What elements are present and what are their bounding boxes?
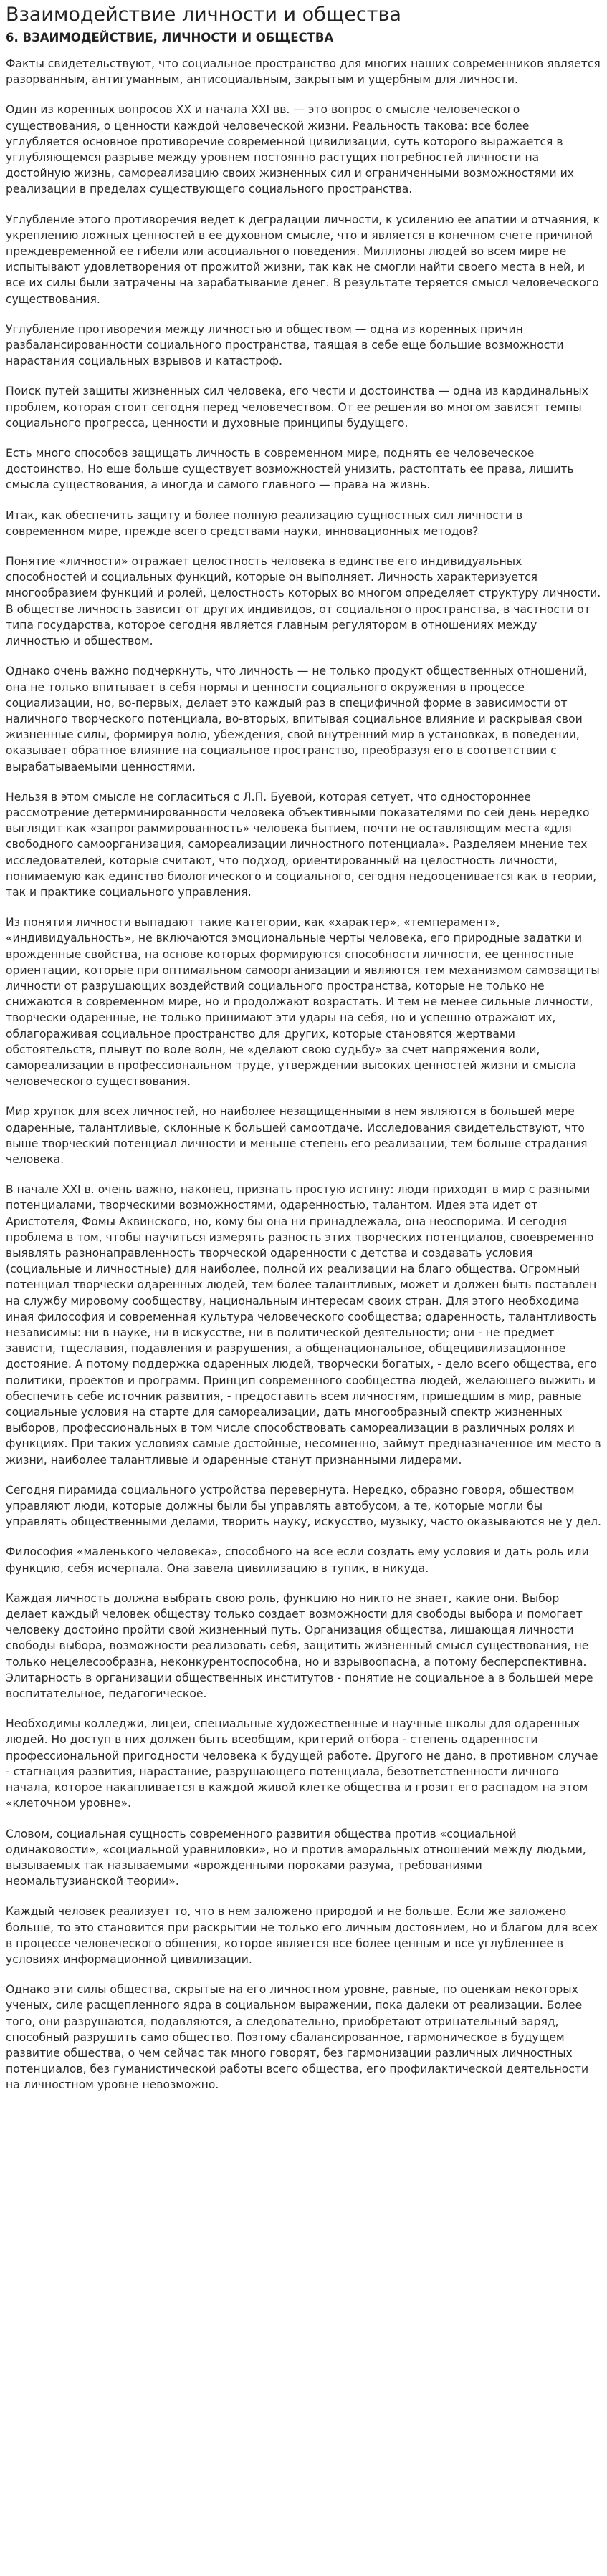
- paragraph: Понятие «личности» отражает целостность человека в единстве его индивидуальных способностей и социальных функций, которые он выполняет. Личность характеризуется многообразием функций и ролей, целостность которых во многом определяет структуру личности. В обществе личность зависит от других индивидов, от социального пространства, в частности от типа государства, которое сегодня является главным регулятором в отношениях между личностью и обществом.: [6, 555, 601, 648]
- paragraph: Из понятия личности выпадают такие категории, как «характер», «темперамент», «индивидуальность», не включаются эмоциональные черты человека, его природные задатки и врожденные свойства, на основе которых формируются способности личности, ее ценностные ориентации, которые при оптимальном самоорганизации и являются тем механизмом самозащиты личности от разрушающих воздействий социального пространства, которые не только не снижаются в современном мире, но и продолжают возрастать. И тем не менее сильные личности, творчески одаренные, не только принимают эти удары на себя, но и успешно отражают их, облагораживая социальное пространство для других, которые становятся жертвами обстоятельств, плывут по воле волн, не «делают свою судьбу» за счет напряжения воли, самореализации в профессиональном труде, утверждении высоких ценностей жизни и смысла человеческого существования.: [6, 916, 600, 1089]
- document-body: [6, 56, 601, 2093]
- paragraph: Углубление этого противоречия ведет к деградации личности, к усилению ее апатии и отчаяния, к укреплению ложных ценностей в ее духовном смысле, что и является в конечном счете причиной преждевременной ее гибели или асоциального поведения. Миллионы людей во всем мире не испытывают удовлетворения от прожитой жизни, так как не смогли найти своего места в ней, и все их силы были затрачены на зарабатывание денег. В результате теряется смысл человеческого существования.: [6, 213, 601, 306]
- paragraph: Итак, как обеспечить защиту и более полную реализацию сущностных сил личности в современном мире, прежде всего средствами науки, инновационных методов?: [6, 508, 523, 538]
- paragraph: Философия «маленького человека», способного на все если создать ему условия и дать роль или функцию, себя исчерпала. Она завела цивилизацию в тупик, в никуда.: [6, 1545, 589, 1575]
- document-title: Взаимодействие личности и общества: [6, 4, 401, 26]
- paragraph: Словом, социальная сущность современного развития общества против «социальной одинаковости», «социальной уравниловки», но и против аморальных отношений между людьми, вызываемых так называемыми «врожденными пороками разума, требованиями неомальтузианской теории».: [6, 1827, 586, 1888]
- paragraph: Однако эти силы общества, скрытые на его личностном уровне, равные, по оценкам некоторых ученых, силе расщепленного ядра в социальном выражении, пока далеки от реализации. Более того, они разрушаются, подавляются, а следовательно, приобретают отрицательный заряд, способный разрушить само общество. Поэтому сбалансированное, гармоническое в будущем развитие общества, о чем сейчас так много говорят, без гармонизации различных личностных потенциалов, без гуманистической работы всего общества, его профилактической деятельности на личностном уровне невозможно.: [6, 1983, 589, 2092]
- paragraph: Однако очень важно подчеркнуть, что личность — не только продукт общественных отношений, она не только впитывает в себя нормы и ценности социального окружения в процессе социализации, но, во-первых, делает это каждый раз в специфичной форме в зависимости от наличного творческого потенциала, во-вторых, впитывая социальное влияние и раскрывая свои жизненные силы, формируя волю, убеждения, свой внутренний мир в установках, в поведении, оказывает обратное влияние на социальное пространство, преобразуя его в соответствии с вырабатываемыми ценностями.: [6, 665, 588, 773]
- paragraph: Углубление противоречия между личностью и обществом — одна из коренных причин разбалансированности социального пространства, таящая в себе еще большие возможности нарастания социальных взрывов и катастроф.: [6, 322, 564, 368]
- paragraph: Факты свидетельствуют, что социальное пространство для многих наших современников является разорванным, антигуманным, антисоциальным, закрытым и ущербным для личности.: [6, 57, 601, 87]
- paragraph: Есть много способов защищать личность в современном мире, поднять ее человеческое достоинство. Но еще больше существует возможностей унизить, растоптать ее права, лишить смысла существования, а иногда и самого главного — права на жизнь.: [6, 447, 574, 492]
- paragraph: Необходимы колледжи, лицеи, специальные художественные и научные школы для одаренных людей. Но доступ в них должен быть всеобщим, критерий отбора - степень одаренности профессиональной пригодности человека к будущей работе. Другого не дано, в противном случае - стагнация развития, нарастание, разрушающего потенциала, безответственности личного начала, которое накапливается в каждой живой клетке общества и грозит его распадом на этом «клеточном уровне».: [6, 1717, 598, 1810]
- paragraph: Сегодня пирамида социального устройства перевернута. Нередко, образно говоря, обществом управляют люди, которые должны были бы управлять автобусом, а те, которые могли бы управлять общественными делами, творить науку, искусство, музыку, часто оказываются не у дел.: [6, 1483, 601, 1529]
- paragraph: Поиск путей защиты жизненных сил человека, его чести и достоинства — одна из кардинальных проблем, которая стоит сегодня перед человечеством. От ее решения во многом зависят темпы социального прогресса, ценности и духовные принципы будущего.: [6, 385, 588, 430]
- paragraph: Один из коренных вопросов XX и начала XXI вв. — это вопрос о смысле человеческого существования, о ценности каждой человеческой жизни. Реальность такова: все более углубляется основное противоречие современной цивилизации, суть которого выражается в углубляющемся разрыве между уровнем постоянно растущих потребностей личности на достойную жизнь, самореализацию своих жизненных сил и ограниченными возможностями их реализации в пределах существующего социального пространства.: [6, 103, 574, 196]
- paragraph: Каждая личность должна выбрать свою роль, функцию но никто не знает, какие они. Выбор делает каждый человек обществу только создает возможности для свободы выбора и помогает человеку достойно пройти свой жизненный путь. Организация общества, лишающая личности свободы выбора, возможности реализовать себя, защитить жизненный смысл существования, не только нецелесообразна, неконкурентоспособна, но и взрывоопасна, а потому бесперспективна. Элитарность в организации общественных институтов - понятие не социальное а в большей мере воспитательное, педагогическое.: [6, 1591, 593, 1701]
- paragraph: В начале XXI в. очень важно, наконец, признать простую истину: люди приходят в мир с разными потенциалами, творческими возможностями, одаренностью, талантом. Идея эта идет от Аристотеля, Фомы Аквинского, но, кому бы она ни принадлежала, она неоспорима. И сегодня проблема в том, чтобы научиться измерять разность этих творческих потенциалов, своевременно выявлять разнонаправленность творческой одаренности с детства и создавать условия (социальные и личностные) для наиболее, полной их реализации на благо общества. Огромный потенциал творчески одаренных людей, тем более талантливых, может и должен быть поставлен на службу мировому сообществу, национальным интересам своих стран. Для этого необходима иная философия и современная культура человеческого сообщества; одаренность, талантливость независимы: ни в науке, ни в искусстве, ни в политической деятельности; они - не предмет зависти, тщеславия, подавления и разрушения, а общенациональное, общецивилизационное достояние. А потому поддержка одаренных людей, творчески богатых, - дело всего общества, его политики, проектов и программ. Принцип современного сообщества людей, желающего выжить и обеспечить себе источник развития, - предоставить всем личностям, пришедшим в мир, равные социальные условия на старте для самореализации, дать многообразный спектр жизненных выборов, профессиональных в том числе способствовать самореализации в различных ролях и функциях. При таких условиях самые достойные, несомненно, займут предназначенное им место в жизни, наиболее талантливые и одаренные станут признанными лидерами.: [6, 1183, 601, 1467]
- paragraph: Мир хрупок для всех личностей, но наиболее незащищенными в нем являются в большей мере одаренные, талантливые, склонные к большей самоотдаче. Исследования свидетельствуют, что выше творческий потенциал личности и меньше степень его реализации, тем больше страдания человека.: [6, 1105, 588, 1166]
- section-heading: 6. ВЗАИМОДЕЙСТВИЕ, ЛИЧНОСТИ И ОБЩЕСТВА: [6, 31, 334, 44]
- paragraph: Нельзя в этом смысле не согласиться с Л.П. Буевой, которая сетует, что одностороннее рассмотрение детерминированности человека объективными показателями по сей день нередко выглядит как «запрограммированность» человека бытием, почти не оставляющим места «для свободного самоорганизация, самореализации личностного потенциала». Разделяем мнение тех исследователей, которые считают, что подход, ориентированный на целостность личности, понимаемую как единство биологического и социального, сегодня недооценивается как в теории, так и практике социального управления.: [6, 790, 597, 899]
- paragraph: Каждый человек реализует то, что в нем заложено природой и не больше. Если же заложено больше, то это становится при раскрытии не только его личным достоянием, но и благом для всех в процессе человеческого общения, которое является все более ценным и все углубленнее в условиях информационной цивилизации.: [6, 1905, 598, 1966]
